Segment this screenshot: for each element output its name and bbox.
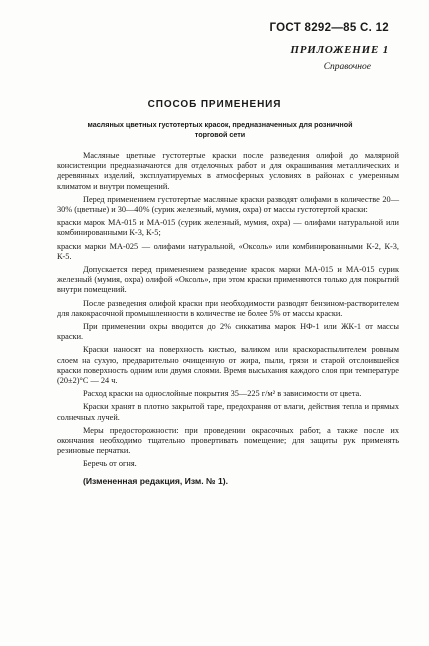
paragraph-safety: Меры предосторожности: при проведении окрасочных работ, а также после их окончания необходимо тщательно провертивать помещение; для защиты рук применять резиновые перчатки. (57, 425, 399, 456)
section-subtitle: масляных цветных густотертых красок, предназначенных для розничной торговой сети (87, 120, 353, 139)
paragraph-ma025: краски марки МА-025 — олифами натуральной, «Оксоль» или комбинированными К-2, К-3, К-5. (57, 241, 399, 261)
paragraph-fire: Беречь от огня. (83, 459, 137, 469)
paragraph-consumption: Расход краски на однослойные покрытия 35—225 г/м² в зависимости от цвета. (83, 389, 362, 399)
paragraph-purpose: Масляные цветные густотертые краски после разведения олифой до малярной консистенции предназначаются для отделочных работ и для окрашивания металлических и деревянных изделий, эксплуатируемых в атмосферных условиях в районах с умеренным климатом и внутри помещений. (57, 151, 399, 191)
paragraph-solvent: После разведения олифой краски при необходимости разводят бензином-растворителем для лакокрасочной промышленности в количестве не более 5% от массы краски. (57, 298, 399, 318)
standard-page-header: ГОСТ 8292—85 С. 12 (269, 22, 389, 34)
paragraph-dilution: Перед применением густотертые масляные краски разводят олифами в количестве 20—30% (цветные) и 30—40% (сурик железный, мумия, охра) от массы густотертой краски: (57, 194, 399, 215)
amendment-note: (Измененная редакция, Изм. № 1). (83, 475, 229, 486)
paragraph-oksol: Допускается перед применением разведение красок марки МА-015 и МА-015 сурик железный (мумия, охра) олифой «Оксоль», при этом краски применяются только для покрытий внутри помещений. (57, 265, 399, 295)
paragraph-application: Краски наносят на поверхность кистью, валиком или краскораспылителем ровным слоем на сухую, предварительно очищенную от жира, пыли, грязи и старой отслоившейся краски поверхность одним или двумя слоями. Время высыхания каждого слоя при температуре (20±2)°С — 24 ч. (57, 345, 399, 386)
section-title: СПОСОБ ПРИМЕНЕНИЯ (147, 99, 282, 110)
paragraph-siccative: При применении охры вводится до 2% сиккатива марок НФ-1 или ЖК-1 от массы краски. (57, 322, 399, 342)
appendix-label: ПРИЛОЖЕНИЕ 1 (290, 44, 389, 56)
document-body (57, 151, 399, 489)
paragraph-ma015: краски марок МА-015 и МА-015 (сурик железный, мумия, охра) — олифами натуральной или комбинированными К-3, К-5; (57, 218, 399, 238)
reference-label: Справочное (323, 62, 371, 72)
paragraph-storage: Краски хранят в плотно закрытой таре, предохраняя от влаги, действия тепла и прямых солнечных лучей. (57, 402, 399, 422)
